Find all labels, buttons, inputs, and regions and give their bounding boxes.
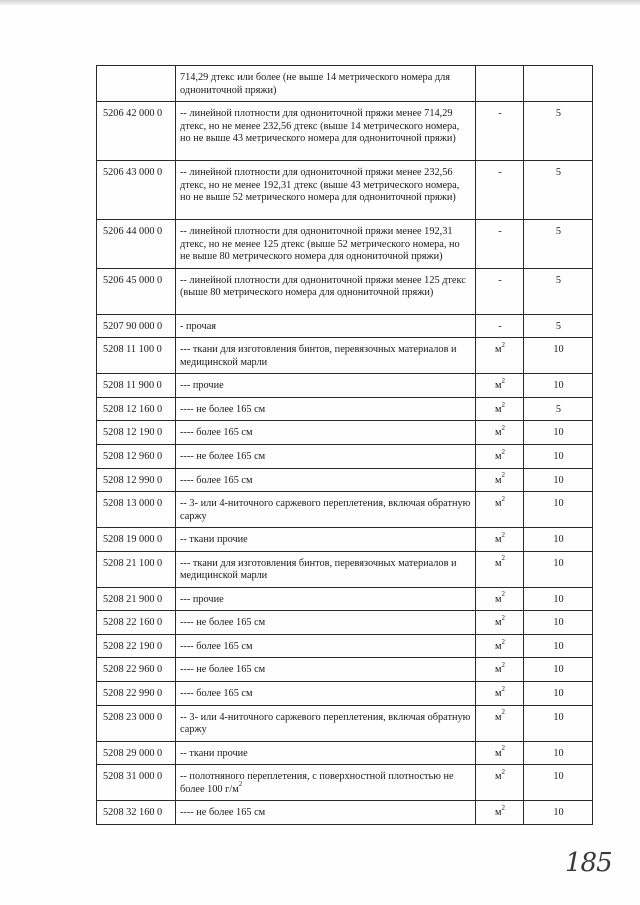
table-row xyxy=(97,397,593,421)
unit-text: м xyxy=(494,593,502,605)
table-row xyxy=(97,741,593,765)
code-text: 5206 45 000 0 xyxy=(103,274,163,286)
table-row xyxy=(97,551,593,587)
description-cell xyxy=(176,66,476,102)
description-text: ---- не более 165 см xyxy=(180,451,266,463)
code-cell xyxy=(97,268,176,314)
description-text: --- прочие xyxy=(180,593,224,605)
unit-text: м xyxy=(494,534,502,546)
unit-cell xyxy=(476,421,524,445)
unit-text: м xyxy=(494,711,502,723)
description-text: --- ткани для изготовления бинтов, перевязочных материалов и медицинской марли xyxy=(180,344,457,368)
code-cell xyxy=(97,102,176,161)
unit-text: м xyxy=(494,380,502,392)
table-row xyxy=(97,374,593,398)
unit-text: м xyxy=(494,403,502,415)
unit-cell xyxy=(476,492,524,528)
code-cell xyxy=(97,658,176,682)
description-text: --- прочие xyxy=(180,380,224,392)
code-cell xyxy=(97,374,176,398)
description-cell xyxy=(176,492,476,528)
unit-text: м xyxy=(494,474,502,486)
superscript-two: 2 xyxy=(501,590,506,599)
code-text: 5208 11 900 0 xyxy=(103,380,162,392)
unit-text: - xyxy=(498,320,502,332)
code-text: 5208 22 990 0 xyxy=(103,688,163,700)
superscript-two: 2 xyxy=(501,376,506,385)
description-text: -- 3- или 4-ниточного саржевого переплетения, включая обратную саржу xyxy=(180,498,471,522)
description-text: -- полотняного переплетения, с поверхностной плотностью не более 100 г/м xyxy=(180,771,454,795)
code-text: 5208 12 990 0 xyxy=(103,474,163,486)
code-cell xyxy=(97,587,176,611)
rate-cell xyxy=(524,634,593,658)
code-cell xyxy=(97,445,176,469)
rate-text: 10 xyxy=(553,498,564,510)
unit-cell xyxy=(476,801,524,825)
code-cell xyxy=(97,397,176,421)
rate-text: 10 xyxy=(553,451,564,463)
description-cell xyxy=(176,374,476,398)
rate-cell xyxy=(524,528,593,552)
rate-text: 5 xyxy=(555,167,562,179)
unit-cell xyxy=(476,765,524,801)
code-text: 5207 90 000 0 xyxy=(103,320,163,332)
description-text: -- линейной плотности для однониточной пряжи менее 232,56 дтекс, но не менее 192,31 дтекс (выше 43 метрического номера, но не выше 52 метрического номера для однониточной пряжи) xyxy=(180,167,460,204)
unit-cell xyxy=(476,705,524,741)
description-cell xyxy=(176,268,476,314)
description-cell xyxy=(176,314,476,338)
description-cell xyxy=(176,634,476,658)
superscript-two: 2 xyxy=(501,554,506,563)
code-cell xyxy=(97,682,176,706)
unit-cell xyxy=(476,66,524,102)
table-row xyxy=(97,765,593,801)
table-row xyxy=(97,705,593,741)
unit-text: м xyxy=(494,344,502,356)
code-cell xyxy=(97,634,176,658)
unit-cell xyxy=(476,220,524,269)
rate-cell xyxy=(524,705,593,741)
table-row xyxy=(97,492,593,528)
description-cell xyxy=(176,397,476,421)
description-text: ---- более 165 см xyxy=(180,427,253,439)
code-cell xyxy=(97,801,176,825)
code-cell xyxy=(97,551,176,587)
rate-text: 10 xyxy=(553,534,564,546)
description-text: -- 3- или 4-ниточного саржевого переплетения, включая обратную саржу xyxy=(180,711,471,736)
unit-text: - xyxy=(498,226,502,238)
unit-text: м xyxy=(494,771,502,783)
description-text: ---- не более 165 см xyxy=(180,664,266,676)
rate-text: 5 xyxy=(555,108,562,120)
unit-cell xyxy=(476,551,524,587)
code-text: 5208 12 960 0 xyxy=(103,451,163,463)
scan-edge xyxy=(0,0,640,6)
description-cell xyxy=(176,445,476,469)
rate-cell xyxy=(524,611,593,635)
rate-text: 10 xyxy=(553,771,564,783)
description-cell xyxy=(176,528,476,552)
unit-text: м xyxy=(494,747,502,759)
unit-cell xyxy=(476,741,524,765)
code-text: 5208 12 160 0 xyxy=(103,403,163,415)
rate-text: 10 xyxy=(553,344,564,356)
description-text: ---- не более 165 см xyxy=(180,617,266,629)
superscript-two: 2 xyxy=(501,767,506,776)
description-text: - прочая xyxy=(180,320,217,332)
unit-cell xyxy=(476,634,524,658)
table-row xyxy=(97,468,593,492)
description-cell xyxy=(176,658,476,682)
superscript-two: 2 xyxy=(501,530,506,539)
tariff-table-body xyxy=(97,66,593,825)
table-row xyxy=(97,528,593,552)
rate-text: 10 xyxy=(553,617,564,629)
unit-cell xyxy=(476,397,524,421)
description-text: ---- более 165 см xyxy=(180,474,253,486)
code-text: 5208 32 160 0 xyxy=(103,807,163,819)
rate-cell xyxy=(524,587,593,611)
unit-text: м xyxy=(494,427,502,439)
unit-text: - xyxy=(498,167,502,179)
code-text: 5208 22 960 0 xyxy=(103,664,163,676)
rate-cell xyxy=(524,741,593,765)
table-row xyxy=(97,102,593,161)
rate-cell xyxy=(524,445,593,469)
rate-cell xyxy=(524,338,593,374)
unit-cell xyxy=(476,268,524,314)
description-text: -- линейной плотности для однониточной пряжи менее 192,31 дтекс, но не менее 125 дтекс (выше 52 метрического номера, но не выше 80 метрического номера для однониточной пряжи) xyxy=(180,226,460,263)
page-number-handwritten: 185 xyxy=(565,848,612,878)
rate-text: 10 xyxy=(553,807,564,819)
rate-cell xyxy=(524,682,593,706)
description-cell xyxy=(176,587,476,611)
unit-text: м xyxy=(494,617,502,629)
description-text: -- линейной плотности для однониточной пряжи менее 714,29 дтекс, но не менее 232,56 дтекс (выше 14 метрического номера, но не выше 43 метрического номера для однониточной пряжи) xyxy=(180,108,460,145)
code-text: 5208 22 160 0 xyxy=(103,617,163,629)
rate-cell xyxy=(524,801,593,825)
code-cell xyxy=(97,468,176,492)
description-cell xyxy=(176,421,476,445)
unit-text: м xyxy=(494,557,502,569)
unit-cell xyxy=(476,102,524,161)
rate-text: 5 xyxy=(555,403,562,415)
code-text: 5206 43 000 0 xyxy=(103,167,163,179)
description-text: ---- более 165 см xyxy=(180,688,253,700)
unit-text: - xyxy=(498,108,502,120)
code-cell xyxy=(97,705,176,741)
description-cell xyxy=(176,468,476,492)
rate-text: 10 xyxy=(553,640,564,652)
code-cell xyxy=(97,314,176,338)
rate-text: 10 xyxy=(553,711,564,723)
description-cell xyxy=(176,765,476,801)
description-cell xyxy=(176,551,476,587)
table-row xyxy=(97,611,593,635)
superscript-two: 2 xyxy=(501,424,506,433)
rate-cell xyxy=(524,421,593,445)
rate-cell xyxy=(524,468,593,492)
code-text: 5208 12 190 0 xyxy=(103,427,163,439)
code-cell xyxy=(97,528,176,552)
description-text: 714,29 дтекс или более (не выше 14 метрического номера для однониточной пряжи) xyxy=(180,72,450,96)
description-text: --- ткани для изготовления бинтов, перевязочных материалов и медицинской марли xyxy=(180,557,457,582)
rate-cell xyxy=(524,268,593,314)
code-text: 5208 19 000 0 xyxy=(103,534,163,546)
superscript-two: 2 xyxy=(501,684,506,693)
superscript-two: 2 xyxy=(501,613,506,622)
rate-cell xyxy=(524,765,593,801)
description-cell xyxy=(176,611,476,635)
description-text: -- ткани прочие xyxy=(180,747,248,759)
table-row xyxy=(97,66,593,102)
description-text: ---- более 165 см xyxy=(180,640,253,652)
unit-cell xyxy=(476,161,524,220)
unit-cell xyxy=(476,314,524,338)
table-row xyxy=(97,421,593,445)
rate-text: 10 xyxy=(553,664,564,676)
rate-cell xyxy=(524,492,593,528)
description-cell xyxy=(176,705,476,741)
superscript-two: 2 xyxy=(501,471,506,480)
table-row xyxy=(97,801,593,825)
rate-text: 10 xyxy=(553,688,564,700)
code-text: 5208 22 190 0 xyxy=(103,640,163,652)
unit-cell xyxy=(476,658,524,682)
rate-text: 10 xyxy=(553,747,564,759)
code-cell xyxy=(97,611,176,635)
unit-cell xyxy=(476,682,524,706)
unit-cell xyxy=(476,611,524,635)
rate-cell xyxy=(524,397,593,421)
superscript-two: 2 xyxy=(501,708,506,717)
rate-cell xyxy=(524,220,593,269)
superscript-two: 2 xyxy=(501,400,506,409)
code-cell xyxy=(97,338,176,374)
code-cell xyxy=(97,161,176,220)
rate-cell xyxy=(524,102,593,161)
code-cell xyxy=(97,421,176,445)
table-row xyxy=(97,314,593,338)
rate-text: 10 xyxy=(553,380,564,392)
description-cell xyxy=(176,220,476,269)
superscript-two: 2 xyxy=(501,661,506,670)
code-cell xyxy=(97,741,176,765)
table-row xyxy=(97,658,593,682)
superscript-two: 2 xyxy=(238,780,243,789)
code-text: 5208 31 000 0 xyxy=(103,771,163,783)
superscript-two: 2 xyxy=(501,744,506,753)
rate-text: 5 xyxy=(555,226,562,238)
code-cell xyxy=(97,66,176,102)
code-text: 5206 42 000 0 xyxy=(103,108,163,120)
table-row xyxy=(97,587,593,611)
superscript-two: 2 xyxy=(501,494,506,503)
superscript-two: 2 xyxy=(501,803,506,812)
unit-text: м xyxy=(494,498,502,510)
rate-cell xyxy=(524,66,593,102)
description-cell xyxy=(176,161,476,220)
description-cell xyxy=(176,741,476,765)
code-cell xyxy=(97,765,176,801)
description-text: -- ткани прочие xyxy=(180,534,248,546)
code-text: 5208 21 100 0 xyxy=(103,557,163,569)
unit-cell xyxy=(476,468,524,492)
unit-text: м xyxy=(494,451,502,463)
superscript-two: 2 xyxy=(501,637,506,646)
code-text: 5208 29 000 0 xyxy=(103,747,163,759)
unit-text: м xyxy=(494,640,502,652)
description-cell xyxy=(176,801,476,825)
unit-cell xyxy=(476,445,524,469)
rate-text: 10 xyxy=(553,474,564,486)
rate-cell xyxy=(524,374,593,398)
table-row xyxy=(97,682,593,706)
unit-cell xyxy=(476,374,524,398)
table-row xyxy=(97,445,593,469)
description-cell xyxy=(176,102,476,161)
superscript-two: 2 xyxy=(501,340,506,349)
code-cell xyxy=(97,492,176,528)
rate-cell xyxy=(524,551,593,587)
table-row xyxy=(97,338,593,374)
tariff-table xyxy=(96,65,593,825)
rate-text: 5 xyxy=(555,320,562,332)
code-text: 5206 44 000 0 xyxy=(103,226,163,238)
description-cell xyxy=(176,338,476,374)
code-cell xyxy=(97,220,176,269)
description-cell xyxy=(176,682,476,706)
rate-text: 10 xyxy=(553,593,564,605)
rate-cell xyxy=(524,161,593,220)
rate-text: 10 xyxy=(553,557,564,569)
table-row xyxy=(97,634,593,658)
table-row xyxy=(97,220,593,269)
code-text: 5208 13 000 0 xyxy=(103,498,163,510)
unit-text: м xyxy=(494,664,502,676)
code-text: 5208 23 000 0 xyxy=(103,711,163,723)
rate-cell xyxy=(524,658,593,682)
unit-cell xyxy=(476,587,524,611)
rate-cell xyxy=(524,314,593,338)
table-row xyxy=(97,161,593,220)
unit-text: - xyxy=(498,274,502,286)
rate-text: 5 xyxy=(555,274,562,286)
code-text: 5208 21 900 0 xyxy=(103,593,163,605)
table-row xyxy=(97,268,593,314)
code-text: 5208 11 100 0 xyxy=(103,344,162,356)
superscript-two: 2 xyxy=(501,447,506,456)
unit-cell xyxy=(476,338,524,374)
rate-text: 10 xyxy=(553,427,564,439)
unit-text: м xyxy=(494,688,502,700)
unit-text: м xyxy=(494,807,502,819)
description-text: ---- не более 165 см xyxy=(180,807,266,819)
unit-cell xyxy=(476,528,524,552)
description-text: -- линейной плотности для однониточной пряжи менее 125 дтекс (выше 80 метрического номера для однониточной пряжи) xyxy=(180,274,466,299)
description-text: ---- не более 165 см xyxy=(180,403,266,415)
